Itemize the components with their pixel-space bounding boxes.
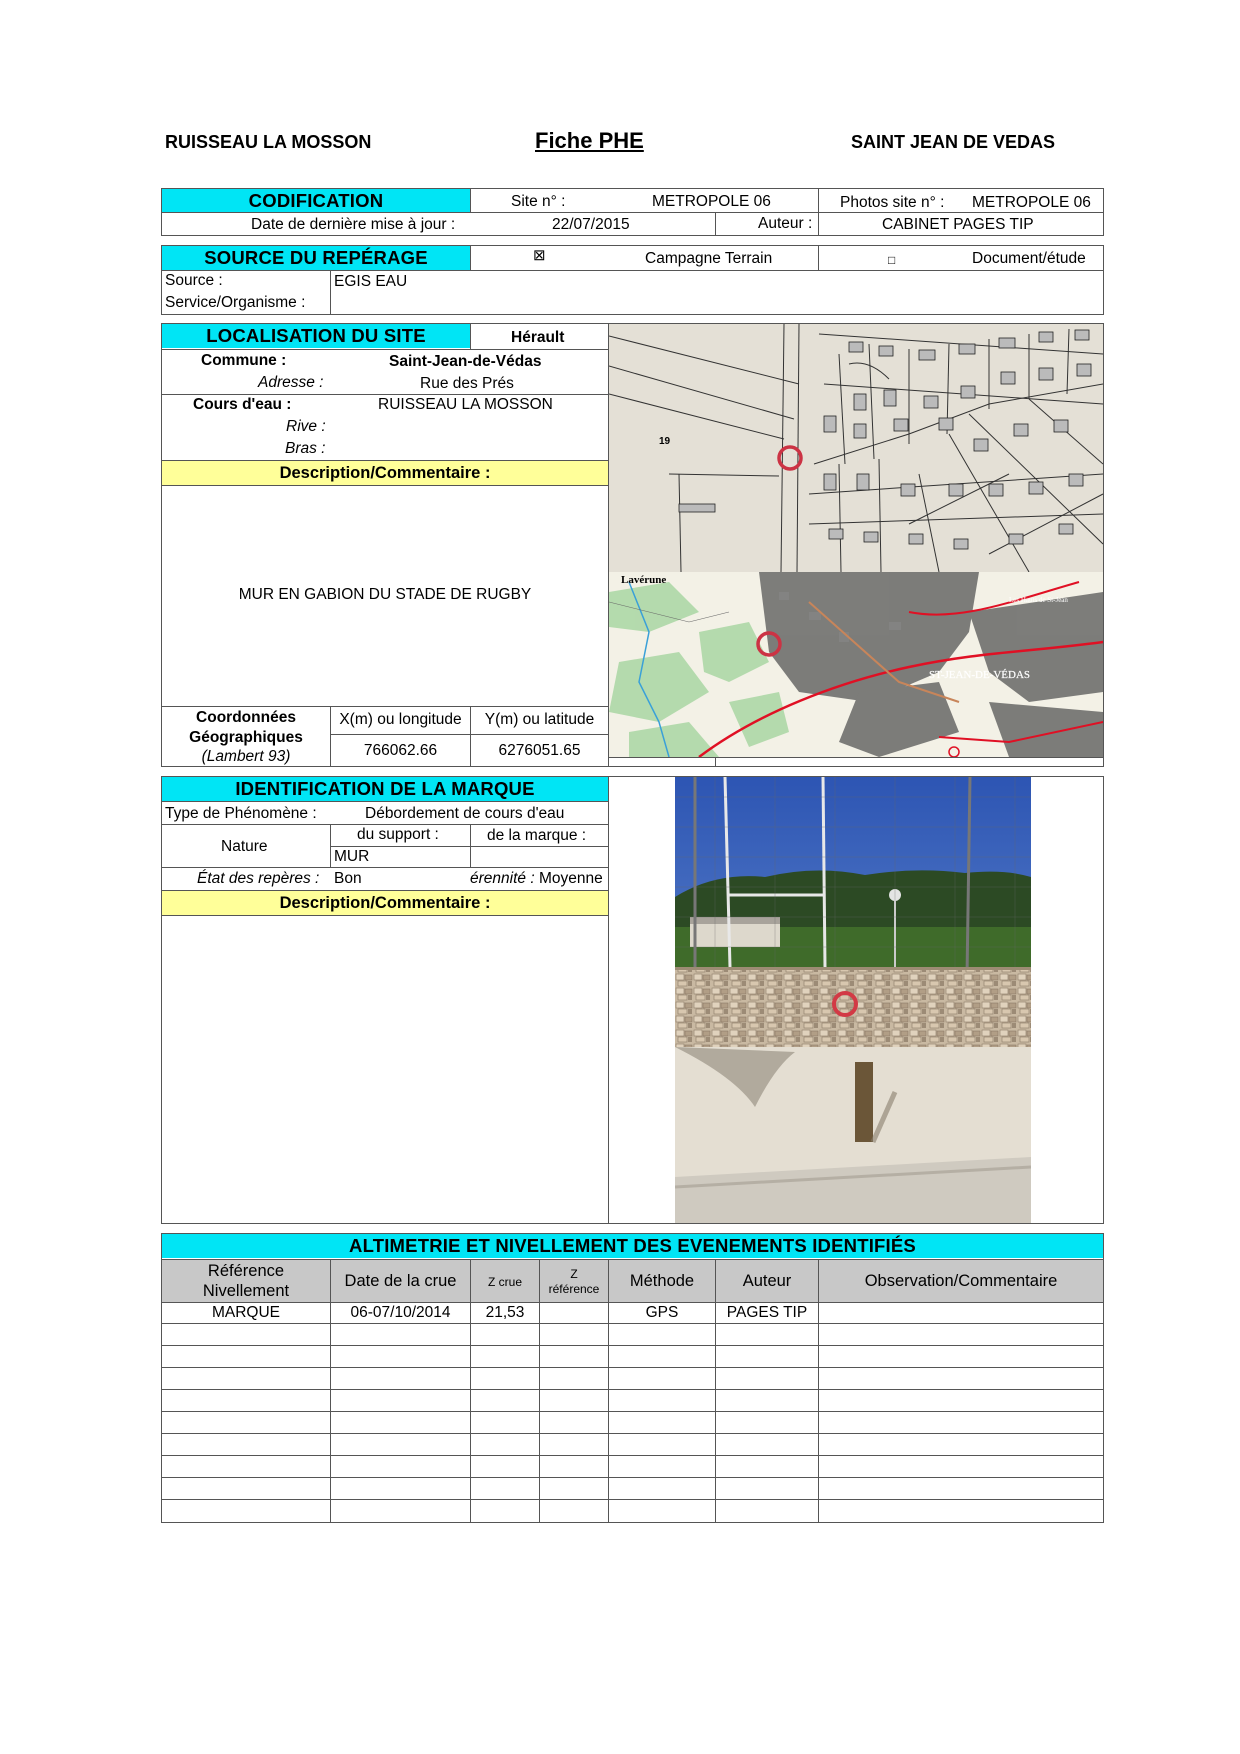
identification-title: IDENTIFICATION DE LA MARQUE	[162, 777, 608, 801]
type-label: Type de Phénomène :	[165, 805, 317, 822]
adresse-value: Rue des Prés	[420, 375, 514, 392]
photos-value: METROPOLE 06	[972, 194, 1091, 211]
topo-map	[609, 572, 1103, 757]
photos-label: Photos site n° :	[840, 194, 945, 211]
etat-value: Bon	[334, 870, 362, 887]
support-label: du support :	[357, 826, 439, 843]
col-date: Date de la crue	[344, 1272, 457, 1290]
source-label: Source :	[165, 272, 223, 289]
perennite-value: Moyenne	[538, 870, 603, 887]
type-value: Débordement de cours d'eau	[365, 805, 565, 822]
col-ref-1: Référence	[207, 1262, 285, 1280]
col-auteur: Auteur	[742, 1272, 792, 1290]
perennite-label: érennité :	[470, 870, 535, 887]
campagne-label: Campagne Terrain	[645, 250, 773, 267]
cours-value: RUISSEAU LA MOSSON	[378, 396, 553, 413]
coord-label-1: Coordonnées	[196, 709, 296, 726]
row-auteur: PAGES TIP	[726, 1304, 808, 1321]
map-label-hauts: Les Hauts de St-Jean	[1009, 596, 1068, 604]
loc-desc-label: Description/Commentaire :	[162, 460, 608, 486]
site-label: Site n° :	[511, 193, 566, 210]
document-checkbox[interactable]: □	[888, 253, 896, 267]
row-methode: GPS	[645, 1304, 679, 1321]
document-label: Document/étude	[972, 250, 1086, 267]
campagne-checkbox[interactable]: ⊠	[533, 247, 546, 264]
id-desc-label: Description/Commentaire :	[162, 890, 608, 916]
col-methode: Méthode	[629, 1272, 695, 1290]
col-zcrue: Z crue	[487, 1275, 522, 1289]
x-value: 766062.66	[363, 742, 438, 759]
header-commune: SAINT JEAN DE VEDAS	[851, 132, 1056, 152]
altimetrie-title: ALTIMETRIE ET NIVELLEMENT DES EVENEMENTS IDENTIFIÉS	[162, 1234, 1103, 1258]
author-label: Auteur :	[758, 215, 813, 232]
coord-label-3: (Lambert 93)	[201, 748, 291, 765]
header-title: Fiche PHE	[535, 128, 644, 153]
commune-value: Saint-Jean-de-Védas	[389, 353, 542, 370]
localisation-title: LOCALISATION DU SITE	[162, 324, 470, 348]
map-label-laverune: Lavérune	[621, 574, 667, 586]
etat-label: État des repères :	[197, 870, 320, 887]
col-zref-2: référence	[548, 1282, 600, 1296]
cadastre-map	[609, 324, 1103, 572]
bras-label: Bras :	[285, 440, 326, 457]
header-river: RUISSEAU LA MOSSON	[165, 132, 372, 152]
author-value: CABINET PAGES TIP	[882, 216, 1034, 233]
y-label: Y(m) ou latitude	[484, 711, 595, 728]
cours-label: Cours d'eau :	[193, 396, 292, 413]
perennite	[470, 870, 608, 888]
row-ref: MARQUE	[211, 1304, 281, 1321]
site-value: METROPOLE 06	[652, 193, 771, 210]
commune-label: Commune :	[201, 352, 287, 369]
col-obs: Observation/Commentaire	[864, 1272, 1058, 1290]
x-label: X(m) ou longitude	[339, 711, 462, 728]
date-value: 22/07/2015	[552, 216, 630, 233]
marque-label: de la marque :	[487, 827, 587, 844]
row-zcrue: 21,53	[485, 1304, 525, 1321]
col-ref-2: Nivellement	[202, 1282, 290, 1300]
map-label-st-jean: ST-JEAN-DE-VÉDAS	[929, 669, 1031, 681]
rive-label: Rive :	[286, 418, 326, 435]
adresse-label: Adresse :	[258, 374, 324, 391]
row-date: 06-07/10/2014	[350, 1304, 451, 1321]
service-label: Service/Organisme :	[165, 294, 306, 311]
col-zref-1: Z	[570, 1267, 578, 1281]
nature-label: Nature	[221, 838, 268, 855]
codification-title: CODIFICATION	[162, 189, 470, 212]
parcel-number: 19	[659, 436, 671, 447]
departement: Hérault	[511, 329, 565, 346]
loc-desc-value: MUR EN GABION DU STADE DE RUGBY	[238, 586, 532, 603]
site-photo	[675, 777, 1031, 1223]
support-value: MUR	[334, 848, 370, 865]
coord-label-2: Géographiques	[189, 729, 303, 746]
y-value: 6276051.65	[498, 742, 581, 759]
date-label: Date de dernière mise à jour :	[251, 216, 456, 233]
source-title: SOURCE DU REPÉRAGE	[162, 246, 470, 270]
service-value: EGIS EAU	[334, 273, 408, 290]
